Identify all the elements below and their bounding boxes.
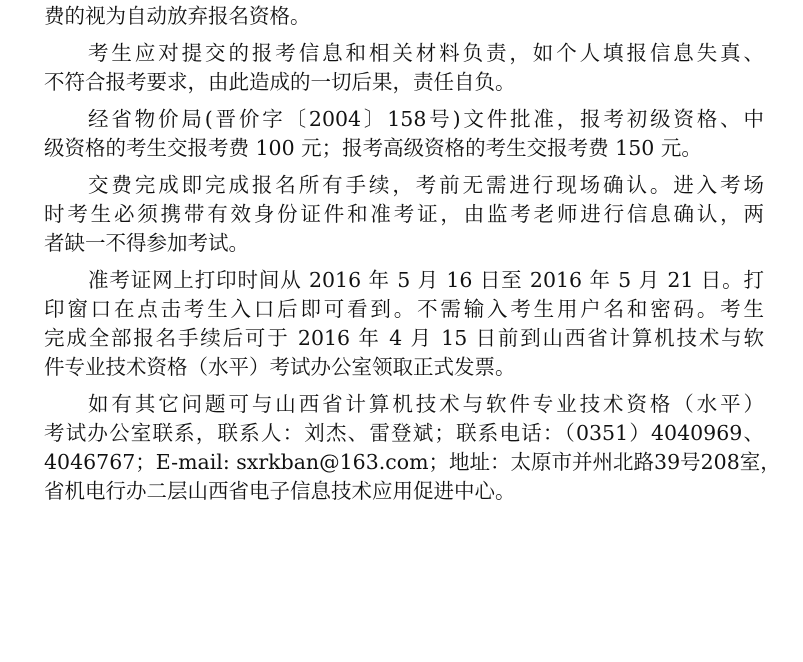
paragraph — [44, 39, 764, 97]
document-body — [44, 2, 781, 506]
text-line: 考试办公室联系，联系人：刘杰、雷登斌；联系电话：（0351）4040969、 — [44, 421, 764, 445]
text-line: 时考生必须携带有效身份证件和准考证，由监考老师进行信息确认，两 — [44, 202, 764, 226]
text-line: 省机电行办二层山西省电子信息技术应用促进中心。 — [44, 479, 516, 503]
text-line: 交费完成即完成报名所有手续，考前无需进行现场确认。进入考场 — [88, 173, 764, 197]
paragraph — [44, 266, 764, 382]
text-line: 印窗口在点击考生入口后即可看到。不需输入考生用户名和密码。考生 — [44, 297, 764, 321]
text-line: 完成全部报名手续后可于 2016 年 4 月 15 日前到山西省计算机技术与软 — [44, 326, 764, 350]
text-line: 如有其它问题可与山西省计算机技术与软件专业技术资格（水平） — [88, 392, 764, 416]
text-line: 不符合报考要求，由此造成的一切后果，责任自负。 — [44, 70, 516, 94]
text-line: 考生应对提交的报考信息和相关材料负责，如个人填报信息失真、 — [88, 41, 764, 65]
text-line: 经省物价局(晋价字〔2004〕158号)文件批准，报考初级资格、中 — [88, 107, 764, 131]
paragraph — [44, 105, 764, 163]
text-line: 费的视为自动放弃报名资格。 — [44, 4, 311, 28]
paragraph — [44, 171, 764, 258]
paragraph — [44, 2, 764, 31]
text-line: 4046767；E-mail: sxrkban@163.com；地址：太原市并州北路39号208室， — [44, 450, 781, 474]
text-line: 级资格的考生交报考费 100 元；报考高级资格的考生交报考费 150 元。 — [44, 136, 702, 160]
text-line: 件专业技术资格（水平）考试办公室领取正式发票。 — [44, 355, 516, 379]
paragraph — [44, 390, 781, 506]
text-line: 准考证网上打印时间从 2016 年 5 月 16 日至 2016 年 5 月 21 日。打 — [88, 268, 764, 292]
text-line: 者缺一不得参加考试。 — [44, 231, 249, 255]
